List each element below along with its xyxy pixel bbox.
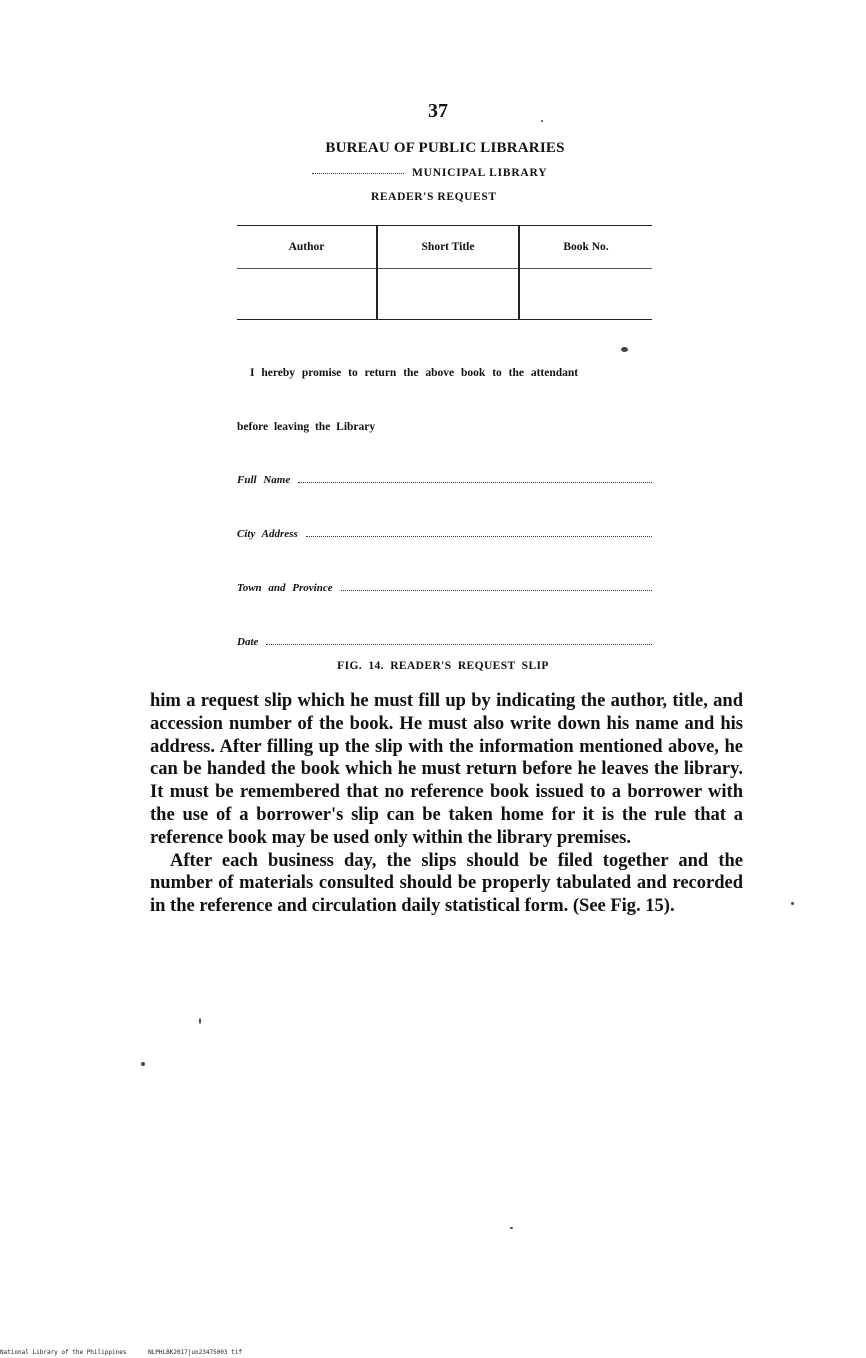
full-name-label: Full Name — [237, 474, 291, 486]
footer-code: NLPHLBK2017jun23475003 tif — [148, 1349, 242, 1356]
library-name-blank — [312, 173, 404, 174]
full-name-field — [237, 474, 652, 486]
scan-speck — [541, 120, 543, 122]
town-province-field — [237, 582, 652, 594]
form-name: READER'S REQUEST — [371, 191, 497, 203]
scan-speck — [791, 902, 794, 905]
form-subtitle-text: MUNICIPAL LIBRARY — [412, 167, 548, 179]
scan-speck — [141, 1062, 145, 1066]
footer-source: National Library of the Philippines — [0, 1349, 127, 1356]
page-number: 37 — [428, 100, 448, 122]
column-short-title: Short Title — [377, 226, 519, 269]
town-province-label: Town and Province — [237, 582, 333, 594]
date-line — [266, 644, 652, 645]
column-author: Author — [237, 226, 377, 269]
form-title: BUREAU OF PUBLIC LIBRARIES — [325, 140, 565, 156]
figure-caption: FIG. 14. READER'S REQUEST SLIP — [337, 660, 549, 672]
city-address-label: City Address — [237, 528, 298, 540]
request-table — [237, 225, 652, 320]
town-province-line — [341, 590, 652, 591]
scan-speck — [199, 1018, 201, 1024]
date-field — [237, 636, 652, 648]
table-row — [237, 269, 652, 320]
author-cell — [237, 269, 377, 320]
promise-line-1: I hereby promise to return the above book to the attendant — [250, 367, 579, 379]
scan-speck — [510, 1227, 513, 1229]
scan-footer — [0, 1349, 260, 1356]
short-title-cell — [377, 269, 519, 320]
form-subtitle — [312, 167, 547, 179]
book-no-cell — [519, 269, 652, 320]
paragraph-2: After each business day, the slips should be filed together and the number of materials consulted should be properly tabulated and recorded in the reference and circulation daily statistical form. (See Fig. 15). — [150, 850, 743, 917]
scan-speck — [621, 347, 628, 352]
paragraph-1: him a request slip which he must fill up by indicating the author, title, and accession number of the book. He must also write down his name and his address. After filling up the slip with the information mentioned above, he can be handed the book which he must return before he leaves the library. It must be remembered that no reference book issued to a borrower with the use of a borrower's slip can be taken home for it is the rule that a reference book may be used only within the library premises. — [150, 691, 743, 848]
body-text — [150, 690, 743, 918]
column-book-no: Book No. — [519, 226, 652, 269]
promise-line-2: before leaving the Library — [237, 421, 376, 433]
city-address-line — [306, 536, 652, 537]
full-name-line — [298, 482, 652, 483]
request-table-header — [237, 226, 652, 269]
city-address-field — [237, 528, 652, 540]
date-label: Date — [237, 636, 259, 648]
